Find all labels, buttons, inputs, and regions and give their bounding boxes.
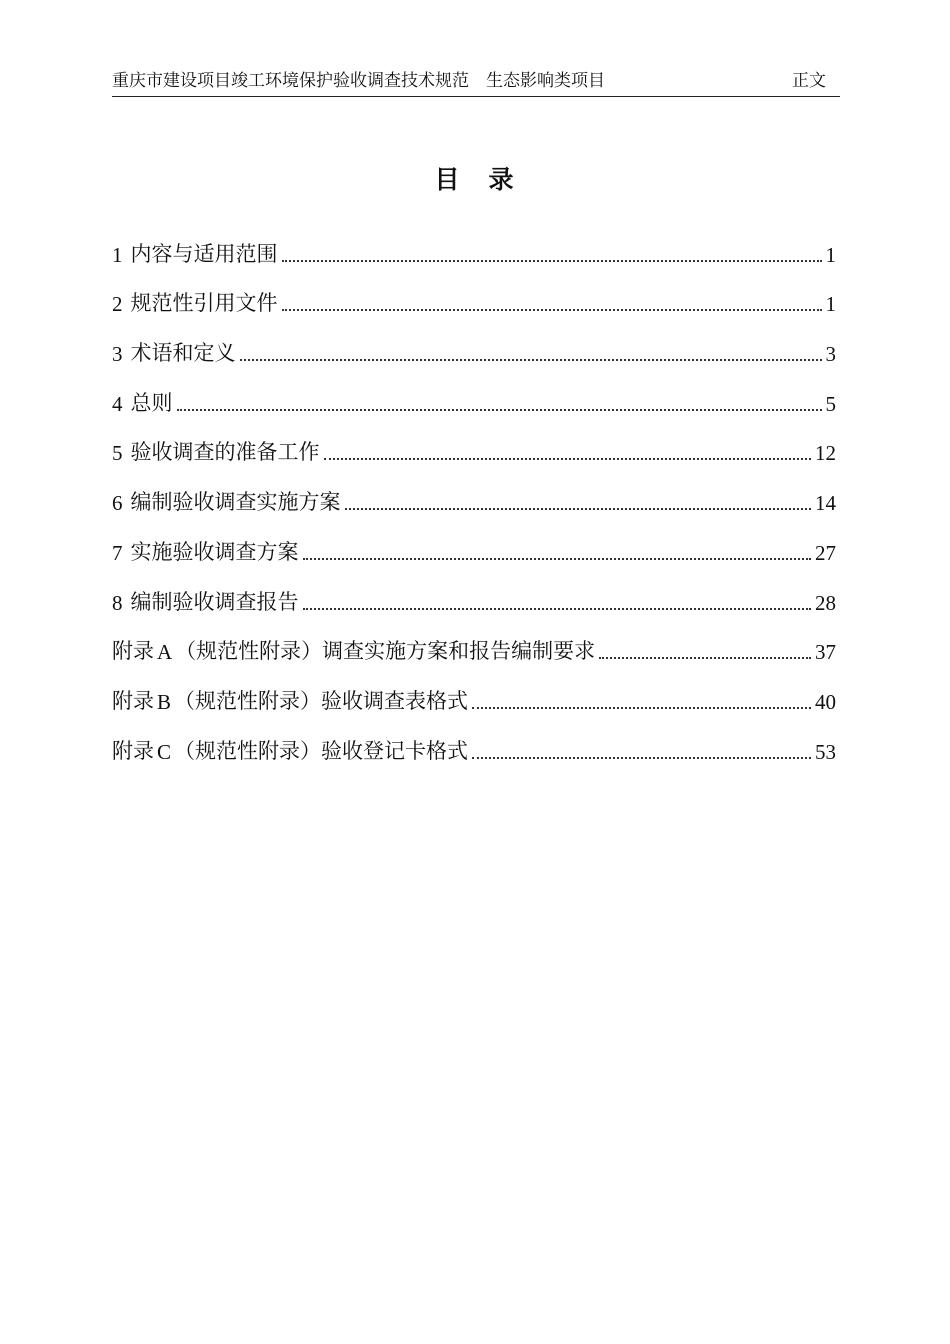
toc-appendix-b[interactable] <box>112 665 836 715</box>
dot-leader <box>303 558 812 560</box>
appendix-letter: A <box>157 640 173 665</box>
dot-leader <box>282 309 822 311</box>
toc-entry-number: 1 <box>112 242 123 267</box>
toc-entry-page: 28 <box>815 590 836 615</box>
toc-entry-page: 12 <box>815 441 836 466</box>
toc-entry-6[interactable] <box>112 466 836 516</box>
appendix-label: （规范性附录）验收调查表格式 <box>174 688 469 713</box>
toc-entry-label: 术语和定义 <box>130 341 236 366</box>
appendix-label: （规范性附录）调查实施方案和报告编制要求 <box>175 639 596 664</box>
appendix-prefix: 附录 <box>112 738 154 763</box>
toc-entry-label: 实施验收调查方案 <box>130 539 299 564</box>
toc-entry-page: 14 <box>815 491 836 516</box>
toc-entry-number: 5 <box>112 441 123 466</box>
toc-entry-label: 规范性引用文件 <box>130 291 278 316</box>
toc-entry-label: 编制验收调查实施方案 <box>130 490 341 515</box>
dot-leader <box>472 757 811 759</box>
toc-entry-number: 4 <box>112 391 123 416</box>
toc-entry-8[interactable] <box>112 566 836 616</box>
toc-entry-5[interactable] <box>112 417 836 467</box>
dot-leader <box>345 508 812 510</box>
toc-entry-3[interactable] <box>112 317 836 367</box>
toc-entry-number: 7 <box>112 540 123 565</box>
toc-entry-label: 总则 <box>130 390 173 415</box>
toc-entry-number: 3 <box>112 342 123 367</box>
dot-leader <box>177 409 822 411</box>
toc-appendix-c[interactable] <box>112 715 836 765</box>
toc-entry-page: 27 <box>815 540 836 565</box>
dot-leader <box>240 359 822 361</box>
toc-entry-page: 1 <box>825 292 836 317</box>
appendix-prefix: 附录 <box>112 688 154 713</box>
table-of-contents <box>112 218 836 765</box>
toc-entry-page: 3 <box>825 342 836 367</box>
toc-entry-page: 53 <box>815 739 836 764</box>
toc-entry-7[interactable] <box>112 516 836 566</box>
toc-entry-1[interactable] <box>112 218 836 268</box>
toc-entry-page: 1 <box>825 242 836 267</box>
toc-entry-4[interactable] <box>112 367 836 417</box>
toc-entry-page: 37 <box>815 640 836 665</box>
dot-leader <box>303 608 812 610</box>
toc-title: 目 录 <box>434 165 516 194</box>
dot-leader <box>282 260 822 262</box>
appendix-label: （规范性附录）验收登记卡格式 <box>174 738 469 763</box>
toc-entry-page: 5 <box>825 391 836 416</box>
header-document-title: 重庆市建设项目竣工环境保护验收调查技术规范 生态影响类项目 <box>112 71 605 91</box>
header-section-label: 正文 <box>792 71 826 91</box>
toc-entry-number: 8 <box>112 590 123 615</box>
toc-appendix-a[interactable] <box>112 616 836 666</box>
dot-leader <box>599 657 811 659</box>
toc-entry-2[interactable] <box>112 268 836 318</box>
toc-entry-label: 内容与适用范围 <box>130 241 278 266</box>
toc-entry-label: 验收调查的准备工作 <box>130 440 320 465</box>
page-header <box>112 66 840 97</box>
appendix-prefix: 附录 <box>112 639 154 664</box>
toc-entry-page: 40 <box>815 689 836 714</box>
appendix-letter: C <box>157 739 172 764</box>
toc-entry-label: 编制验收调查报告 <box>130 589 299 614</box>
dot-leader <box>324 458 812 460</box>
toc-entry-number: 2 <box>112 292 123 317</box>
dot-leader <box>472 707 811 709</box>
toc-entry-number: 6 <box>112 491 123 516</box>
appendix-letter: B <box>157 689 172 714</box>
